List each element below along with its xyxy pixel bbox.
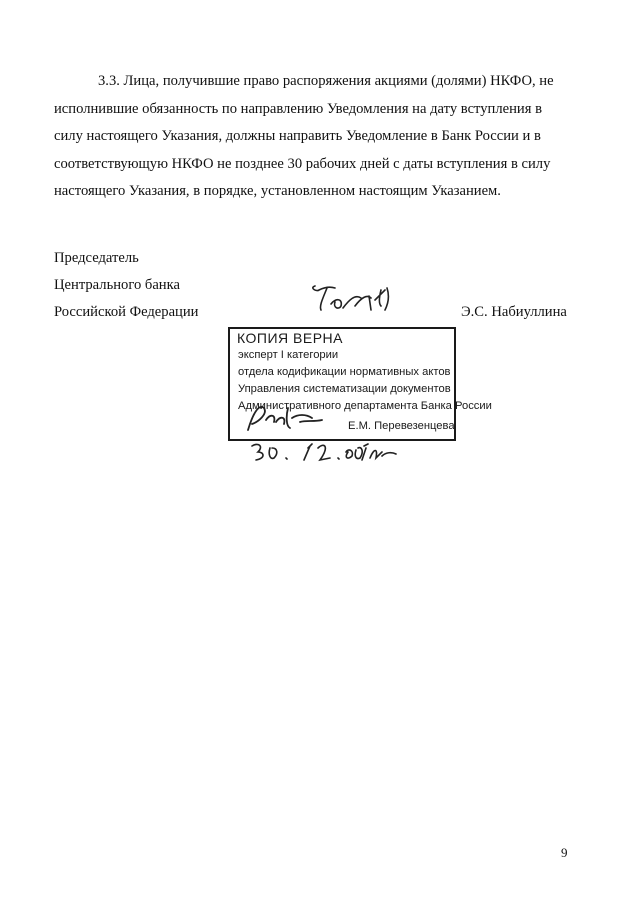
paragraph-3-3: [54, 68, 584, 206]
stamp-line: Административного департамента Банка России: [238, 400, 492, 412]
stamp-signature: [240, 400, 330, 440]
chairman-signature: [305, 280, 405, 320]
signer-name: Э.С. Набиуллина: [461, 304, 567, 320]
stamp-title: КОПИЯ ВЕРНА: [237, 330, 343, 346]
stamp-person: Е.М. Перевезенцева: [348, 420, 455, 432]
paragraph-line: 3.3. Лица, получившие право распоряжения акциями (долями) НКФО, не: [98, 73, 554, 89]
paragraph-line: силу настоящего Указания, должны направить Уведомление в Банк России и в: [54, 128, 541, 144]
handwritten-date: [248, 438, 398, 468]
signer-position-line: Центрального банка: [54, 277, 180, 293]
stamp-line: Управления систематизации документов: [238, 383, 451, 395]
paragraph-line: исполнившие обязанность по направлению Уведомления на дату вступления в: [54, 100, 542, 117]
page-number: 9: [561, 845, 568, 860]
stamp-line: эксперт I категории: [238, 349, 339, 361]
signer-position-line: Председатель: [54, 250, 139, 266]
paragraph-line: соответствующую НКФО не позднее 30 рабочих дней с даты вступления в силу: [54, 155, 551, 172]
paragraph-line: настоящего Указания, в порядке, установленном настоящим Указанием.: [54, 183, 501, 199]
signer-position-line: Российской Федерации: [54, 304, 199, 320]
stamp-line: отдела кодификации нормативных актов: [238, 366, 451, 378]
